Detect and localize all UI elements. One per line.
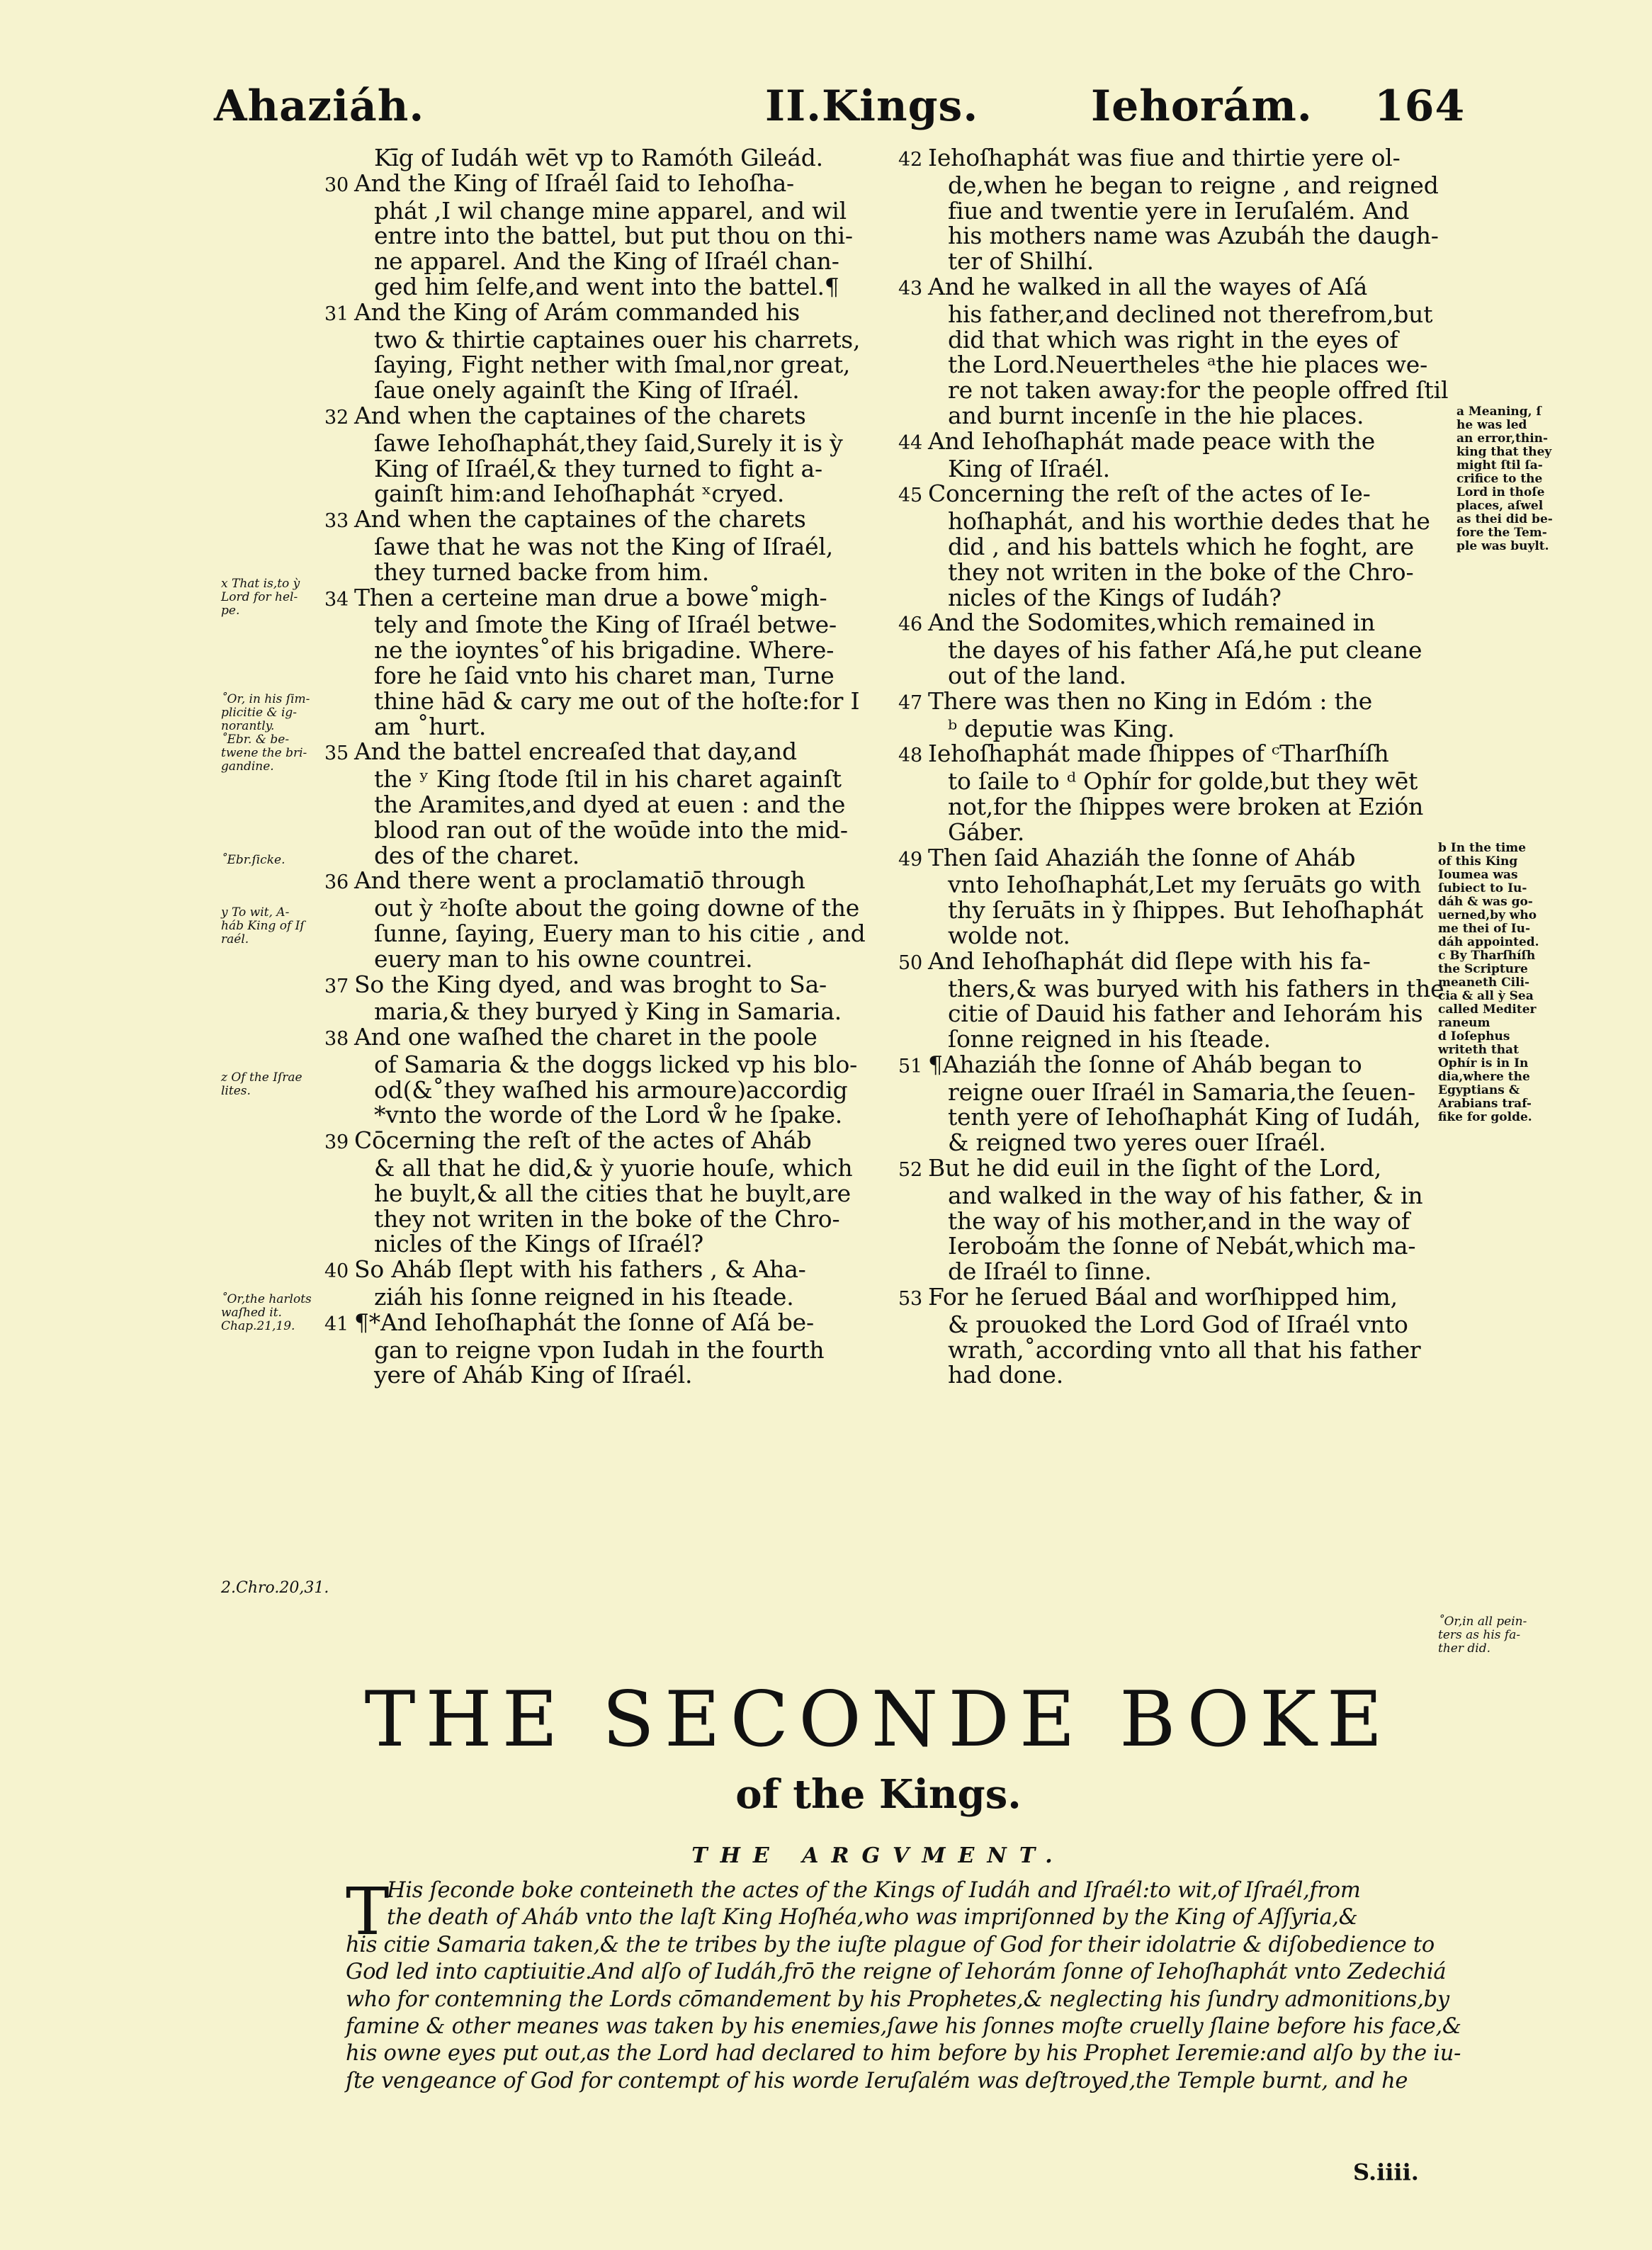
- catchword: S.iiii.: [1353, 2159, 1419, 2186]
- argument-line: his citie Samaria taken,& the te tribes by the iuſte plague of God for their idolatrie & diſobedience to: [346, 1932, 1435, 1957]
- verse-text: fore he ſaid vnto his charet man, Turne: [374, 661, 835, 689]
- verse-line: [324, 378, 884, 403]
- verse-line: [898, 1155, 1444, 1183]
- verse-line: [898, 302, 1444, 327]
- verse-text: So Aháb ſlept with his fathers , & Aha-: [354, 1255, 806, 1284]
- verse-line: [898, 769, 1444, 794]
- verse-line: [898, 352, 1444, 378]
- verse-text: they turned backe from him.: [374, 558, 709, 586]
- verse-text: he buylt,& all the cities that he buylt,are: [374, 1179, 851, 1207]
- verse-text: And when the captaines of the charets: [354, 401, 806, 429]
- verse-text: the Lord.Neuertheles ᵃthe hie places we-: [948, 351, 1428, 379]
- verse-text: thy ſeruāts in ỳ ſhippes. But Iehoſhaphát: [948, 896, 1424, 925]
- verse-line: [324, 1075, 884, 1104]
- verse-line: [324, 274, 884, 300]
- verse-text: tenth yere of Iehoſhaphát King of Iudáh,: [948, 1103, 1421, 1131]
- verse-text: citie of Dauid his father and Iehorám his: [948, 1000, 1423, 1028]
- verse-line: [324, 327, 884, 353]
- verse-text: ged him ſelfe,and went into the battel.¶: [374, 272, 839, 300]
- verse-line: [898, 274, 1444, 302]
- verse-line: [898, 845, 1444, 873]
- verse-text: nicles of the Kings of Iſraél?: [374, 1230, 703, 1258]
- verse-line: [324, 663, 884, 689]
- verse-text: wolde not.: [948, 921, 1070, 949]
- verse-text: am ˚hurt.: [374, 712, 487, 740]
- verse-number: 41: [324, 1313, 349, 1335]
- verse-line: [324, 352, 884, 378]
- verse-line: [898, 923, 1444, 949]
- margin-note: a Meaning, ſ he was led an error,thin- king that they might ſtil ſa- crifice to the Lord in thoſe places, aſwel as thei did be- fore the Tem- ple was buylt.: [1456, 405, 1553, 553]
- verse-text: Ieroboám the ſonne of Nebát,which ma-: [948, 1232, 1416, 1260]
- verse-number: 43: [898, 277, 922, 300]
- verse-text: There was then no King in Edóm : the: [928, 686, 1373, 715]
- verse-text: the ʸ King ſtode ſtil in his charet againſt: [374, 765, 842, 793]
- verse-text: they not writen in the boke of the Chro-: [948, 558, 1414, 586]
- verse-text: thers,& was buryed with his fathers in the: [948, 974, 1444, 1002]
- verse-number: 53: [898, 1288, 922, 1311]
- verse-line: [898, 686, 1444, 716]
- verse-line: [324, 585, 884, 613]
- verse-line: [898, 426, 1444, 456]
- verse-line: [898, 1312, 1444, 1338]
- verse-text: his mothers name was Azubáh the daugh-: [948, 222, 1439, 250]
- text-column-right: [898, 144, 1449, 1389]
- verse-text: ſawe that he was not the King of Iſraél,: [374, 532, 834, 560]
- verse-line: [324, 1257, 884, 1284]
- verse-text: & all that he did,& ỳ yuorie houſe, which: [374, 1154, 853, 1182]
- verse-line: [898, 1183, 1444, 1209]
- margin-note: ˚Or,the harlots waſhed it. Chap.21,19.: [221, 1292, 312, 1333]
- verse-line: [898, 1001, 1444, 1027]
- verse-text: King of Iſraél,& they turned to fight a-: [374, 454, 822, 482]
- verse-line: [324, 1362, 884, 1388]
- verse-line: [324, 456, 884, 482]
- verse-line: [324, 612, 884, 638]
- margin-note: 2.Chro.20,31.: [221, 1579, 329, 1597]
- verse-text: re not taken away:for the people offred ſtil: [948, 376, 1449, 405]
- verse-text: the dayes of his father Aſá,he put cleane: [948, 636, 1422, 665]
- verse-number: 46: [898, 614, 922, 636]
- verse-number: 31: [324, 303, 349, 325]
- verse-text: had done.: [948, 1361, 1064, 1389]
- verse-text: Then a certeine man drue a bowe˚migh-: [354, 583, 827, 611]
- verse-line: [898, 820, 1444, 845]
- folio-number: 164: [1374, 81, 1466, 131]
- verse-text: de,when he began to reigne , and reigned: [948, 171, 1439, 199]
- verse-line: [898, 223, 1444, 249]
- verse-line: [324, 1231, 884, 1257]
- verse-text: ᵇ deputie was King.: [948, 714, 1175, 742]
- verse-number: 34: [324, 588, 349, 611]
- margin-note: b In the time of this King Ioumea was ſubiect to Iu- dáh & was go- uerned,by who me thei of Iu- dáh appointed. c By Tharſhíſh the Scripture meaneth Cili- cia & all ỳ Sea called Mediter raneum d Ioſephus writeth that Ophír is in In dia,where the Egyptians & Arabians traf- fike for golde.: [1438, 841, 1539, 1124]
- verse-line: [324, 249, 884, 274]
- argument-line: God led into captiuitie.And alſo of Iudáh,frō the reigne of Iehorám ſonne of Iehoſhaphát vnto Zedechiá: [346, 1960, 1447, 1985]
- verse-line: [324, 714, 884, 740]
- verse-number: 32: [324, 406, 349, 429]
- verse-line: [898, 1052, 1444, 1080]
- verse-text: And Iehoſhaphát did ſlepe with his fa-: [928, 946, 1371, 975]
- verse-line: [324, 895, 884, 921]
- argument-line: the death of Aháb vnto the laſt King Hoſhéa,who was impriſonned by the King of Aſſyria,&: [387, 1905, 1358, 1930]
- verse-number: 38: [324, 1028, 349, 1051]
- verse-line: [898, 1080, 1444, 1105]
- verse-line: [898, 560, 1444, 585]
- verse-text: King of Iſraél.: [948, 454, 1110, 482]
- verse-text: out of the land.: [948, 661, 1126, 689]
- verse-text: his father,and declined not therefrom,but: [948, 300, 1433, 328]
- verse-line: [324, 1024, 884, 1052]
- verse-text: wrath,˚according vnto all that his father: [948, 1335, 1421, 1364]
- verse-text: ¶Ahaziáh the ſonne of Aháb began to: [928, 1050, 1362, 1078]
- verse-text: fiue and twentie yere in Ieruſalém. And: [948, 196, 1410, 225]
- verse-line: [898, 741, 1444, 769]
- verse-line: [324, 972, 884, 1000]
- verse-line: [898, 403, 1444, 429]
- verse-line: [898, 1130, 1444, 1155]
- verse-text: Kīg of Iudáh wēt vp to Ramóth Gileád.: [374, 144, 823, 171]
- verse-text: And Iehoſhaphát made peace with the: [928, 426, 1376, 455]
- verse-number: 35: [324, 742, 349, 765]
- verse-line: [898, 1233, 1444, 1259]
- verse-line: [324, 1155, 884, 1181]
- verse-line: [898, 898, 1444, 923]
- verse-line: [324, 1335, 884, 1364]
- verse-text: For he ſerued Báal and worſhipped him,: [928, 1283, 1398, 1311]
- verse-line: [324, 999, 884, 1024]
- verse-number: 50: [898, 951, 922, 974]
- verse-text: euery man to his owne countrei.: [374, 944, 753, 973]
- verse-number: 49: [898, 848, 922, 871]
- verse-line: [324, 1181, 884, 1206]
- margin-note: ˚Or,in all pein- ters as his fa- ther did.: [1438, 1615, 1527, 1656]
- verse-line: [324, 507, 884, 534]
- verse-text: tely and ſmote the King of Iſraél betwe-: [374, 611, 837, 639]
- verse-text: And he walked in all the wayes of Aſá: [928, 272, 1368, 300]
- verse-text: Iehoſhaphát made ſhippes of ᶜTharſhíſh: [928, 740, 1389, 768]
- verse-line: [324, 921, 884, 946]
- verse-line: [324, 300, 884, 327]
- verse-line: [898, 794, 1444, 820]
- verse-text: des of the charet.: [374, 841, 580, 869]
- verse-text: gainſt him:and Iehoſhaphát ˣcryed.: [374, 480, 785, 508]
- verse-text: ſonne reigned in his ſteade.: [948, 1025, 1271, 1053]
- verse-line: [898, 663, 1444, 689]
- verse-line: [324, 946, 884, 972]
- verse-line: [324, 638, 884, 663]
- verse-text: ter of Shilhí.: [948, 247, 1094, 276]
- verse-line: [898, 249, 1444, 274]
- verse-line: [898, 198, 1444, 224]
- verse-line: [324, 171, 884, 198]
- verse-line: [324, 815, 884, 844]
- verse-text: nicles of the Kings of Iudáh?: [948, 583, 1282, 611]
- verse-number: 40: [324, 1260, 349, 1283]
- verse-line: [898, 585, 1444, 611]
- verse-line: [898, 1284, 1444, 1312]
- verse-line: [898, 1335, 1444, 1364]
- verse-number: 45: [898, 485, 922, 507]
- verse-number: 33: [324, 510, 349, 533]
- verse-text: gan to reigne vpon Iudah in the fourth: [374, 1335, 825, 1364]
- verse-text: ne apparel. And the King of Iſraél chan-: [374, 247, 839, 276]
- argument-line: famine & other meanes was taken by his enemies,ſawe his ſonnes moſte cruelly ſlaine before his face,&: [346, 2014, 1461, 2040]
- running-head-book: II.Kings.: [765, 81, 979, 131]
- verse-text: And one waſhed the charet in the poole: [354, 1023, 817, 1051]
- verse-line: [324, 481, 884, 507]
- verse-number: 30: [324, 174, 349, 196]
- verse-line: [324, 145, 884, 171]
- verse-text: And the battel encreaſed that day,and: [354, 737, 797, 766]
- verse-text: And the King of Iſraél ſaid to Iehoſha-: [354, 169, 795, 197]
- margin-note: y To wit, A- háb King of Iſ raél.: [221, 905, 305, 946]
- verse-text: And when the captaines of the charets: [354, 505, 806, 533]
- running-head-left: Ahaziáh.: [214, 81, 425, 131]
- verse-text: did that which was right in the eyes of: [948, 325, 1398, 354]
- verse-text: And the King of Arám commanded his: [354, 298, 800, 326]
- verse-text: ſawe Iehoſhaphát,they ſaid,Surely it is ỳ: [374, 429, 843, 457]
- verse-line: [324, 1206, 884, 1232]
- verse-line: [324, 739, 884, 767]
- text-column-left: [324, 145, 884, 1388]
- verse-text: Cōcerning the reſt of the actes of Aháb: [354, 1126, 812, 1155]
- argument-heading: THE ARGVMENT.: [691, 1843, 1065, 1868]
- argument-line: his owne eyes put out,as the Lord had declared to him before by his Prophet Ieremie:and alſo by the iu-: [346, 2041, 1461, 2067]
- verse-text: ne the ioyntes˚of his brigadine. Where-: [374, 636, 835, 665]
- verse-line: [898, 509, 1444, 534]
- verse-line: [898, 1259, 1444, 1284]
- verse-line: [324, 560, 884, 585]
- verse-number: 48: [898, 745, 922, 767]
- verse-text: ſaying, Fight nether with ſmal,nor great,: [374, 351, 851, 379]
- verse-line: [324, 843, 884, 869]
- verse-text: But he did euil in the ſight of the Lord,: [928, 1154, 1382, 1182]
- verse-line: [898, 534, 1444, 560]
- verse-text: So the King dyed, and was broght to Sa-: [354, 970, 827, 998]
- verse-text: thine hād & cary me out of the hoſte:for I: [374, 686, 860, 715]
- verse-text: out ỳ ᶻhoſte about the going downe of the: [374, 894, 860, 922]
- margin-note: z Of the Iſrae lites.: [221, 1070, 302, 1098]
- verse-text: to ſaile to ᵈ Ophír for golde,but they wēt: [948, 767, 1418, 796]
- verse-line: [898, 145, 1444, 173]
- verse-line: [898, 976, 1444, 1002]
- verse-line: [898, 173, 1444, 198]
- verse-text: & prouoked the Lord God of Iſraél vnto: [948, 1310, 1408, 1338]
- verse-text: they not writen in the boke of the Chro-: [374, 1204, 840, 1233]
- running-head-right: Iehorám.: [1091, 81, 1313, 131]
- book-title: THE SECONDE BOKE: [364, 1675, 1393, 1764]
- verse-number: 36: [324, 871, 349, 894]
- verse-text: blood ran out of the woūde into the mid-: [374, 815, 848, 844]
- verse-line: [324, 767, 884, 792]
- verse-line: [324, 223, 884, 249]
- verse-text: and burnt incenſe in the hie places.: [948, 401, 1364, 429]
- verse-line: [324, 792, 884, 818]
- verse-text: Then ſaid Ahaziáh the ſonne of Aháb: [928, 843, 1356, 871]
- verse-line: [898, 1362, 1444, 1388]
- verse-line: [324, 1052, 884, 1078]
- verse-number: 39: [324, 1131, 349, 1154]
- verse-line: [898, 716, 1444, 742]
- verse-line: [898, 456, 1444, 482]
- verse-line: [898, 638, 1444, 663]
- verse-text: did , and his battels which he foght, are: [948, 532, 1414, 560]
- margin-note: ˚Ebr.ſicke.: [221, 853, 285, 867]
- verse-line: [898, 1104, 1444, 1130]
- argument-line: His ſeconde boke conteineth the actes of the Kings of Iudáh and Iſraél:to wit,of Iſraél,from: [387, 1878, 1361, 1903]
- verse-number: 52: [898, 1159, 922, 1182]
- verse-text: & reigned two yeres ouer Iſraél.: [948, 1129, 1326, 1157]
- margin-note: ˚Or, in his ſim- plicitie & ig- norantly. ˚Ebr. & be- twene the bri- gandine.: [221, 692, 310, 774]
- verse-text: And there went a proclamatiō through: [354, 866, 805, 895]
- verse-line: [898, 327, 1444, 353]
- verse-line: [898, 481, 1444, 509]
- verse-line: [324, 431, 884, 456]
- verse-text: od(&˚they waſhed his armoure)accordig: [374, 1075, 848, 1104]
- verse-line: [324, 1284, 884, 1310]
- argument-line: ſte vengeance of God for contempt of his worde Ieruſalém was deſtroyed,the Temple burnt, and he: [346, 2068, 1408, 2093]
- verse-text: two & thirtie captaines ouer his charrets,: [374, 325, 861, 354]
- verse-number: 44: [898, 431, 922, 454]
- verse-text: ziáh his ſonne reigned in his ſteade.: [374, 1283, 794, 1311]
- verse-text: the Aramites,and dyed at euen : and the: [374, 790, 846, 818]
- verse-text: hoſhaphát, and his worthie dedes that he: [948, 507, 1430, 536]
- verse-line: [324, 686, 884, 715]
- book-subtitle: of the Kings.: [735, 1771, 1022, 1818]
- verse-line: [898, 872, 1444, 898]
- verse-number: 37: [324, 975, 349, 997]
- verse-line: [898, 376, 1449, 405]
- verse-text: de Iſraél to ſinne.: [948, 1257, 1152, 1286]
- verse-text: of Samaria & the doggs licked vp his blo-: [374, 1050, 858, 1078]
- verse-number: 47: [898, 691, 922, 714]
- verse-line: [898, 1206, 1444, 1235]
- verse-text: Gáber.: [948, 818, 1025, 846]
- verse-text: the way of his mother,and in the way of: [948, 1206, 1410, 1235]
- verse-text: ſaue onely againſt the King of Iſraél.: [374, 376, 800, 405]
- verse-text: not,for the ſhippes were broken at Ezión: [948, 792, 1424, 820]
- verse-text: ¶*And Iehoſhaphát the ſonne of Aſá be-: [354, 1308, 814, 1336]
- verse-text: vnto Iehoſhaphát,Let my ſeruāts go with: [948, 871, 1421, 899]
- verse-line: [898, 946, 1444, 976]
- verse-line: [324, 403, 884, 431]
- verse-line: [898, 610, 1444, 638]
- drop-cap: T: [346, 1874, 390, 1950]
- verse-text: Concerning the reſt of the actes of Ie-: [928, 480, 1371, 508]
- verse-number: 51: [898, 1055, 922, 1078]
- verse-line: [324, 534, 884, 560]
- verse-line: [324, 868, 884, 895]
- verse-text: *vnto the worde of the Lord ẘ he ſpake.: [374, 1101, 843, 1129]
- verse-text: Iehoſhaphát was fiue and thirtie yere ol-: [928, 144, 1401, 171]
- verse-text: And the Sodomites,which remained in: [928, 609, 1376, 637]
- verse-text: and walked in the way of his father, & in: [948, 1181, 1423, 1209]
- argument-paragraph: [346, 1874, 1461, 2095]
- verse-text: ſunne, ſaying, Euery man to his citie , and: [374, 919, 866, 947]
- verse-line: [324, 1128, 884, 1155]
- verse-text: phát ,I wil change mine apparel, and wil: [374, 196, 847, 225]
- verse-line: [898, 1027, 1444, 1052]
- verse-text: maria,& they buryed ỳ King in Samaria.: [374, 997, 842, 1026]
- verse-line: [324, 198, 884, 224]
- argument-line: who for contemning the Lords cōmandement by his Prophetes,& neglecting his ſundry admonitions,by: [346, 1986, 1449, 2012]
- verse-text: reigne ouer Iſraél in Samaria,the ſeuen-: [948, 1078, 1415, 1106]
- verse-text: entre into the battel, but put thou on thi-: [374, 222, 853, 250]
- verse-line: [324, 1102, 884, 1128]
- verse-number: 42: [898, 149, 922, 171]
- verse-text: yere of Aháb King of Iſraél.: [374, 1361, 693, 1389]
- verse-line: [324, 1310, 884, 1338]
- margin-note: x That is,to ỳ Lord for hel- pe.: [221, 577, 300, 618]
